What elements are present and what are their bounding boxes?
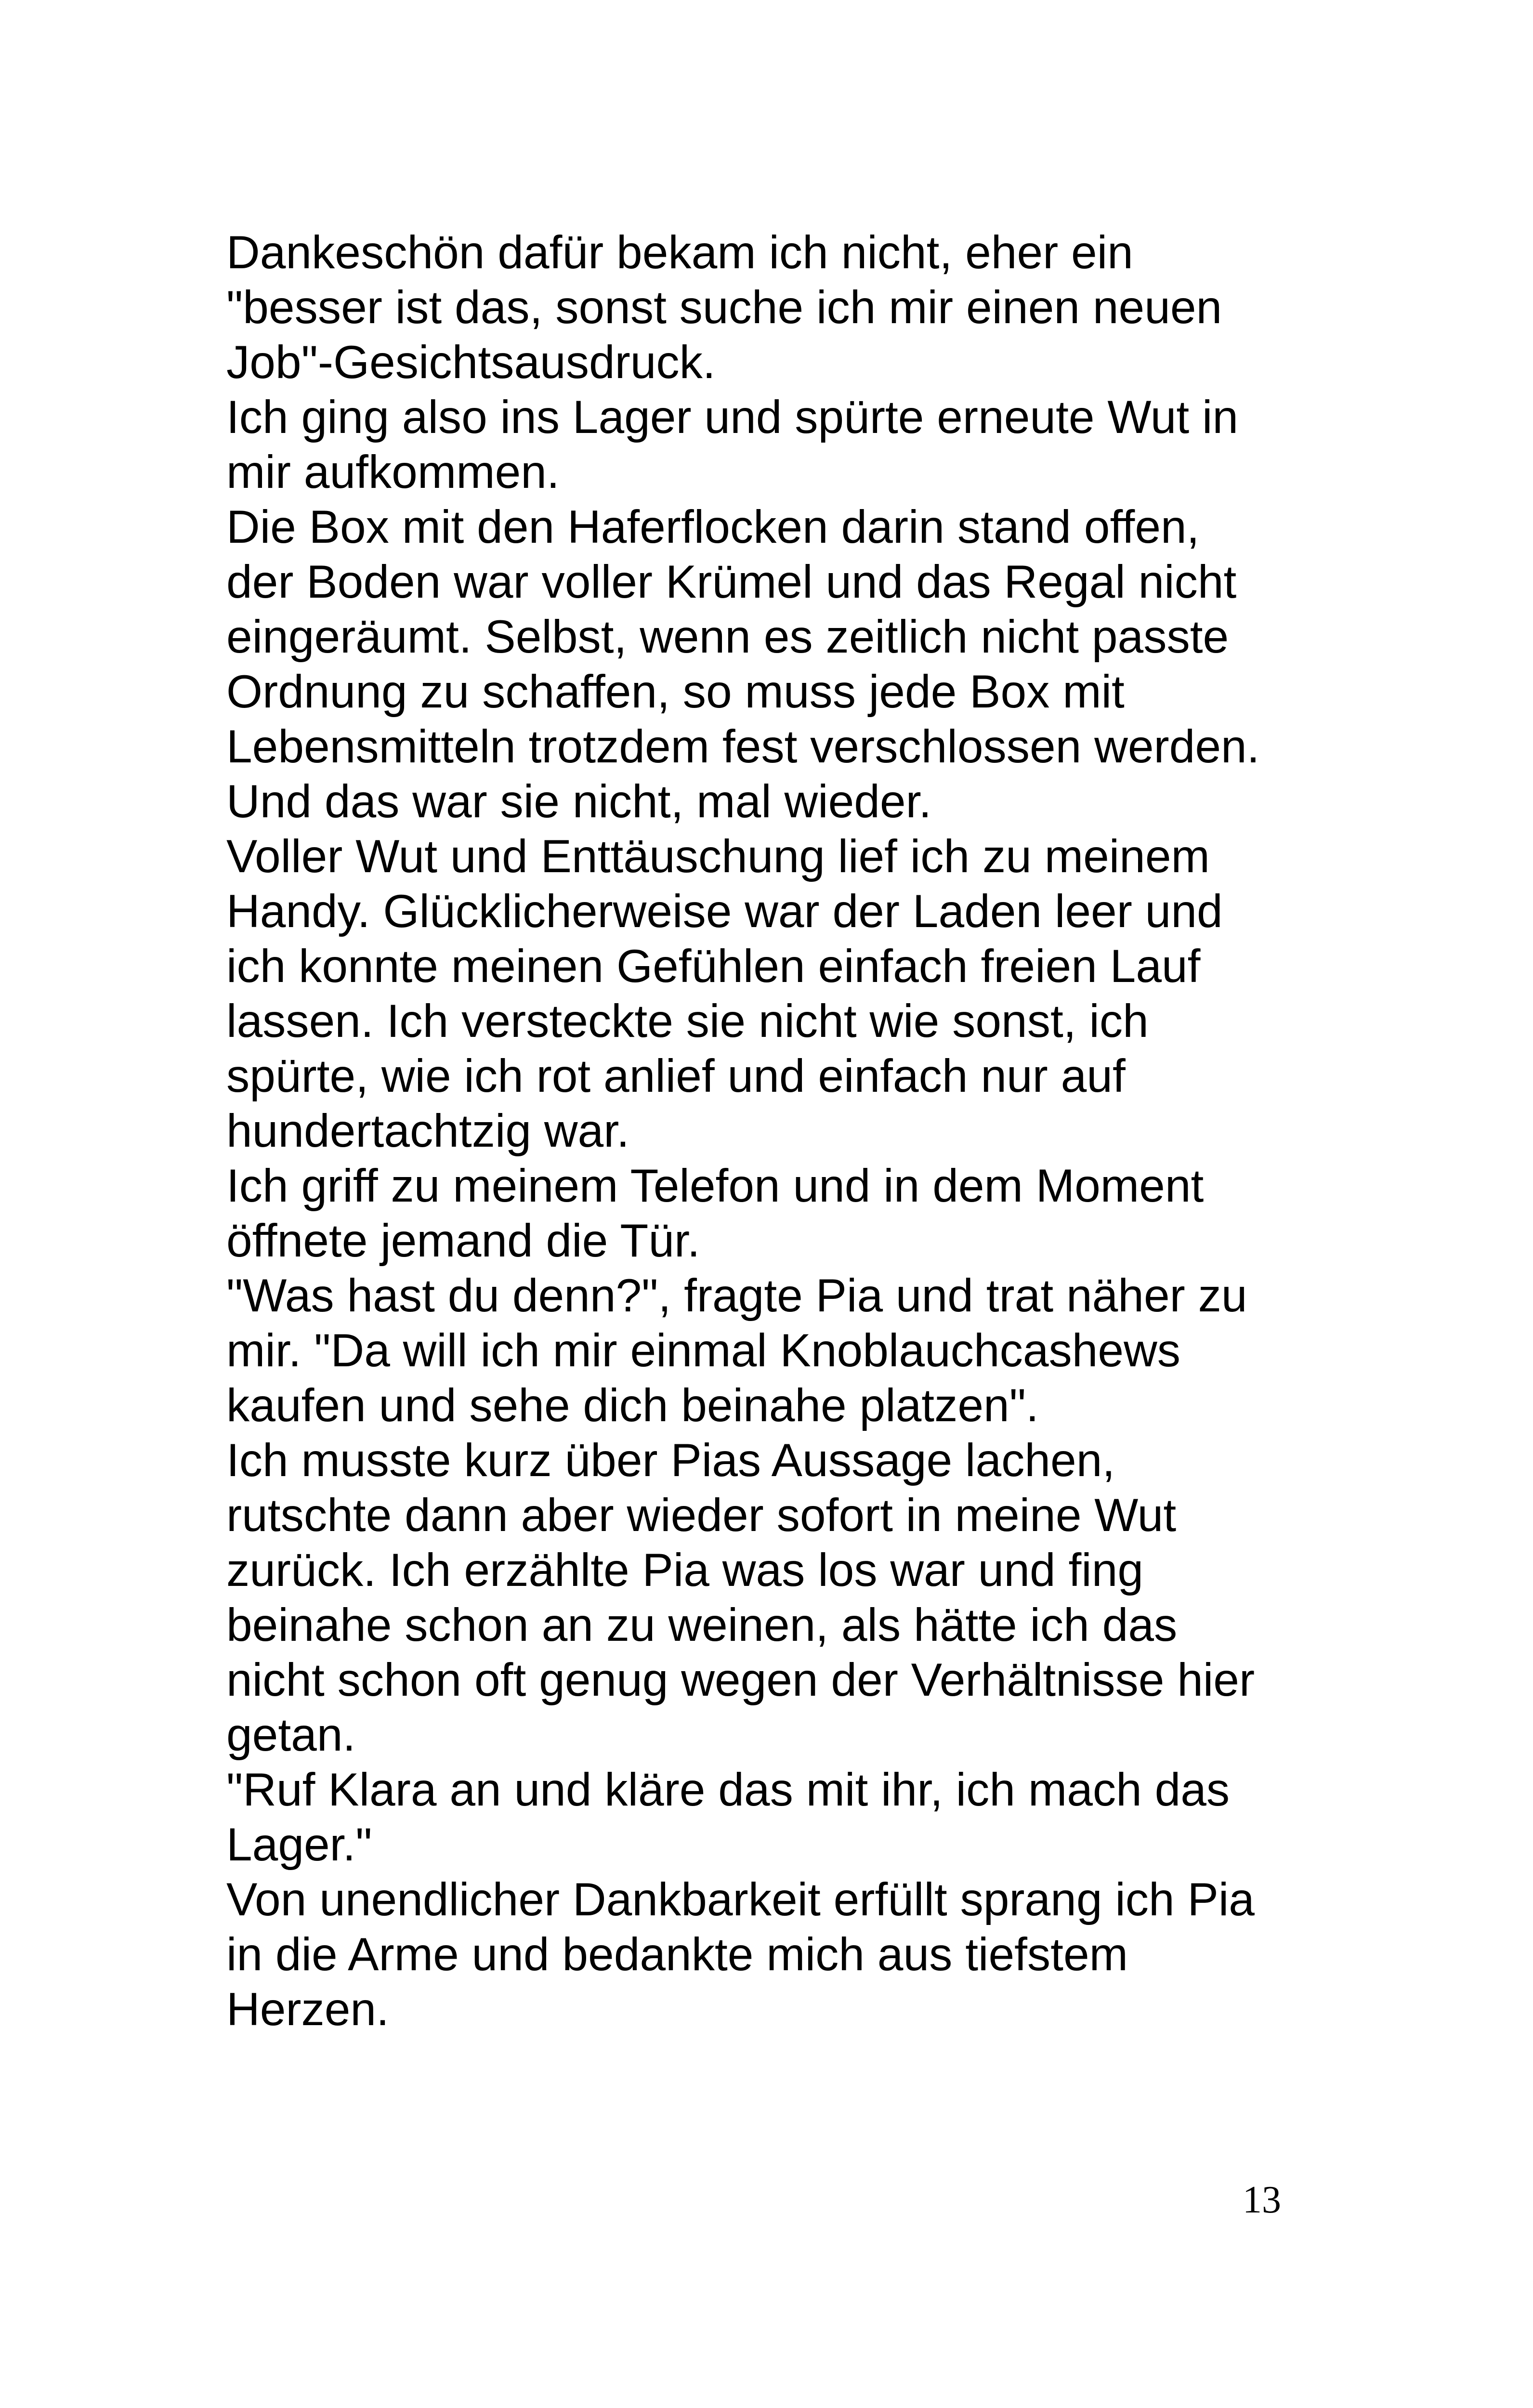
text-line: beinahe schon an zu weinen, als hätte ich das [226,1599,1178,1651]
text-line: zurück. Ich erzählte Pia was los war und fing [226,1544,1144,1596]
text-line: Ich griff zu meinem Telefon und in dem Moment [226,1160,1204,1212]
text-line: Die Box mit den Haferflocken darin stand offen, [226,501,1200,553]
text-line: Von unendlicher Dankbarkeit erfüllt sprang ich Pia [226,1874,1255,1925]
page-number: 13 [1243,2179,1281,2221]
body-text [226,225,1315,2037]
text-line: Handy. Glücklicherweise war der Laden leer und [226,886,1223,937]
text-line: öffnete jemand die Tür. [226,1215,700,1267]
text-line: getan. [226,1709,356,1761]
text-line: "besser ist das, sonst suche ich mir einen neuen [226,282,1222,333]
text-line: hundertachtzig war. [226,1105,629,1157]
text-line: spürte, wie ich rot anlief und einfach nur auf [226,1050,1126,1102]
text-line: Ich ging also ins Lager und spürte erneute Wut in [226,392,1239,443]
text-line: in die Arme und bedankte mich aus tiefstem [226,1929,1128,1980]
text-line: mir aufkommen. [226,446,560,498]
text-line: ich konnte meinen Gefühlen einfach freien Lauf [226,941,1201,992]
text-line: Ich musste kurz über Pias Aussage lachen, [226,1435,1115,1486]
text-line: eingeräumt. Selbst, wenn es zeitlich nicht passte [226,611,1229,663]
text-line: rutschte dann aber wieder sofort in meine Wut [226,1490,1177,1541]
text-line: Job"-Gesichtsausdruck. [226,337,716,388]
text-line: der Boden war voller Krümel und das Regal nicht [226,556,1237,608]
text-line: "Ruf Klara an und kläre das mit ihr, ich mach das [226,1764,1230,1816]
text-line: Ordnung zu schaffen, so muss jede Box mit [226,666,1125,718]
text-line: Lebensmitteln trotzdem fest verschlossen werden. [226,721,1260,772]
text-line: mir. "Da will ich mir einmal Knoblauchcashews [226,1325,1181,1376]
text-line: kaufen und sehe dich beinahe platzen". [226,1380,1039,1431]
text-line: lassen. Ich versteckte sie nicht wie sonst, ich [226,995,1149,1047]
text-line: Dankeschön dafür bekam ich nicht, eher ein [226,227,1133,278]
text-line: "Was hast du denn?", fragte Pia und trat näher zu [226,1270,1247,1322]
text-line: Lager." [226,1819,372,1871]
text-line: Herzen. [226,1984,389,2035]
text-line: Voller Wut und Enttäuschung lief ich zu meinem [226,831,1210,882]
text-line: Und das war sie nicht, mal wieder. [226,776,932,827]
text-line: nicht schon oft genug wegen der Verhältnisse hier [226,1654,1255,1706]
